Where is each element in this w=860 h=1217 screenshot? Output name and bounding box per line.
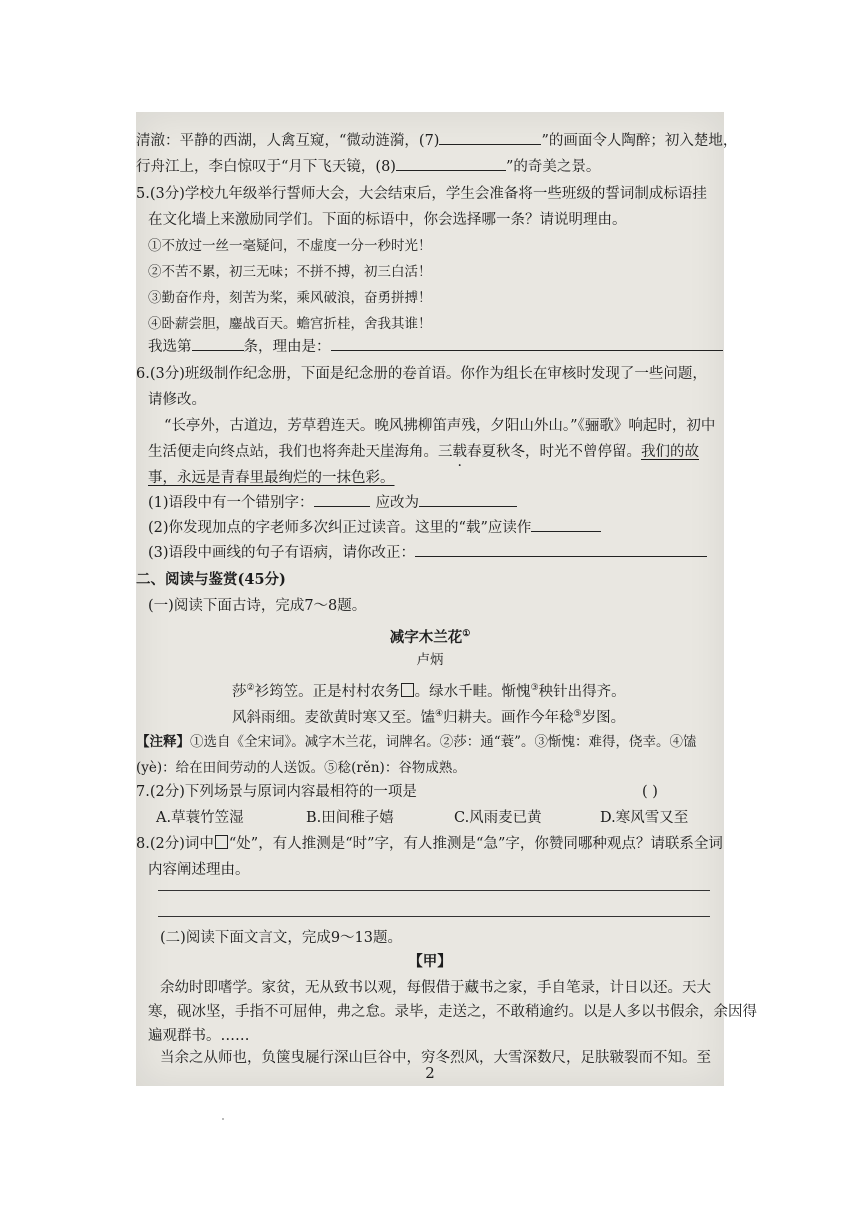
prose-instructions: (二)阅读下面文言文，完成9～13题。 xyxy=(160,930,402,946)
question-6-sub-3: (3)语段中画线的句子有语病，请你改正： xyxy=(148,542,707,563)
underlined-sentence: 我们的故 xyxy=(641,444,699,460)
prose-line-4: 当余之从师也，负箧曳屣行深山巨谷中，穷冬烈风，大雪深数尺，足肤皲裂而不知。至 xyxy=(160,1050,711,1066)
poem-fill-line-1: 清澈：平静的西湖，人禽互窥，“微动涟漪，(7) ”的画面令人陶醉；初入楚地， xyxy=(136,130,737,151)
question-6-sub-2: (2)你发现加点的字老师多次纠正过读音。这里的“载”应读作 xyxy=(148,517,601,538)
poem-author: 卢炳 xyxy=(416,652,444,668)
answer-blank-choice[interactable] xyxy=(192,336,244,351)
slogan-option-2: ②不苦不累，初三无味；不拼不搏，初三白活！ xyxy=(148,264,432,280)
section-2-heading: 二、阅读与鉴赏(45分) xyxy=(136,571,286,588)
poem-instructions: (一)阅读下面古诗，完成7～8题。 xyxy=(148,598,367,614)
answer-blank-wrong-char[interactable] xyxy=(314,492,370,507)
notes-label: 【注释】 xyxy=(136,734,190,750)
answer-blank-reason[interactable] xyxy=(331,336,723,351)
answer-blank-correct-char[interactable] xyxy=(419,492,517,507)
answer-blank-correction[interactable] xyxy=(415,542,707,557)
answer-blank-pronunciation[interactable] xyxy=(531,517,601,532)
slogan-option-1: ①不放过一丝一毫疑问，不虚度一分一秒时光！ xyxy=(148,238,432,254)
answer-blank-7[interactable] xyxy=(439,130,541,145)
prose-line-3: 遍观群书。…… xyxy=(148,1028,250,1044)
question-7-answer-paren[interactable]: ( ) xyxy=(642,784,658,800)
question-6-line-2: 请修改。 xyxy=(148,392,206,408)
poem-notes-line-1: 【注释】①选自《全宋词》。减字木兰花，词牌名。②莎：通“蓑”。③惭愧：难得，侥幸。④馌 xyxy=(136,734,697,750)
answer-line[interactable] xyxy=(158,890,710,891)
slogan-option-4: ④卧薪尝胆，鏖战百天。蟾宫折桂，舍我其谁！ xyxy=(148,316,432,332)
question-7: 7.(2分)下列场景与原词内容最相符的一项是 xyxy=(136,784,417,800)
prose-section-tag: 【甲】 xyxy=(408,953,452,970)
question-8-line-1: 8.(2分)词中 “处”，有人推测是“时”字，有人推测是“急”字，你赞同哪种观点？请联系全词 xyxy=(136,836,723,852)
passage-line-1: “长亭外，古道边，芳草碧连天。晚风拂柳笛声残，夕阳山外山。”《骊歌》响起时，初中 xyxy=(164,418,716,434)
option-b[interactable]: B.田间稚子嬉 xyxy=(306,810,394,826)
prose-line-2: 寒，砚冰坚，手指不可屈伸，弗之怠。录毕，走送之，不敢稍逾约。以是人多以书假余，余因得 xyxy=(148,1004,757,1020)
option-d[interactable]: D.寒风雪又至 xyxy=(600,810,689,826)
answer-blank-8[interactable] xyxy=(396,156,506,171)
scan-speck xyxy=(222,1118,224,1120)
blank-box xyxy=(401,683,414,697)
passage-line-2: 生活便走向终点站，我们也将奔赴天崖海角。三载春夏秋冬，时光不曾停留。我们的故 xyxy=(148,444,699,460)
poem-line-2: 风斜雨细。麦欲黄时寒又至。馌④归耕夫。画作今年稔⑤岁图。 xyxy=(232,709,626,726)
option-c[interactable]: C.风雨麦已黄 xyxy=(454,810,542,826)
poem-notes-line-2: (yè)：给在田间劳动的人送饭。⑤稔(rěn)：谷物成熟。 xyxy=(136,760,466,776)
slogan-option-3: ③勤奋作舟，刻苦为桨，乘风破浪，奋勇拼搏！ xyxy=(148,290,432,306)
poem-title: 减字木兰花① xyxy=(389,628,471,646)
question-5-answer-line: 我选第 条，理由是： xyxy=(148,336,723,357)
option-a[interactable]: A.草蓑竹笠湿 xyxy=(156,810,244,826)
answer-line[interactable] xyxy=(158,916,710,917)
question-6-sub-1: (1)语段中有一个错别字： 应改为 xyxy=(148,492,517,513)
question-5-line-2: 在文化墙上来激励同学们。下面的标语中，你会选择哪一条？请说明理由。 xyxy=(148,212,627,228)
blank-box xyxy=(215,835,228,849)
passage-line-3 xyxy=(148,468,395,488)
exam-page xyxy=(136,112,757,1086)
question-6-line-1: 6.(3分)班级制作纪念册，下面是纪念册的卷首语。你作为组长在审核时发现了一些问题， xyxy=(136,366,707,382)
question-8-line-2: 内容阐述理由。 xyxy=(148,862,250,878)
page-number: 2 xyxy=(425,1064,435,1082)
poem-line-1: 莎②衫筠笠。正是村村农务 。绿水千畦。惭愧③秧针出得齐。 xyxy=(232,683,626,700)
dotted-char: 载 xyxy=(452,444,467,460)
underlined-sentence-end: 事，永远是青春里最绚烂的一抹色彩。 xyxy=(148,470,395,486)
prose-line-1: 余幼时即嗜学。家贫，无从致书以观，每假借于藏书之家，手自笔录，计日以还。天大 xyxy=(160,980,711,996)
question-5-line-1: 5.(3分)学校九年级举行誓师大会，大会结束后，学生会准备将一些班级的誓词制成标语挂 xyxy=(136,186,707,202)
poem-fill-line-2: 行舟江上，李白惊叹于“月下飞天镜，(8) ”的奇美之景。 xyxy=(136,156,600,177)
